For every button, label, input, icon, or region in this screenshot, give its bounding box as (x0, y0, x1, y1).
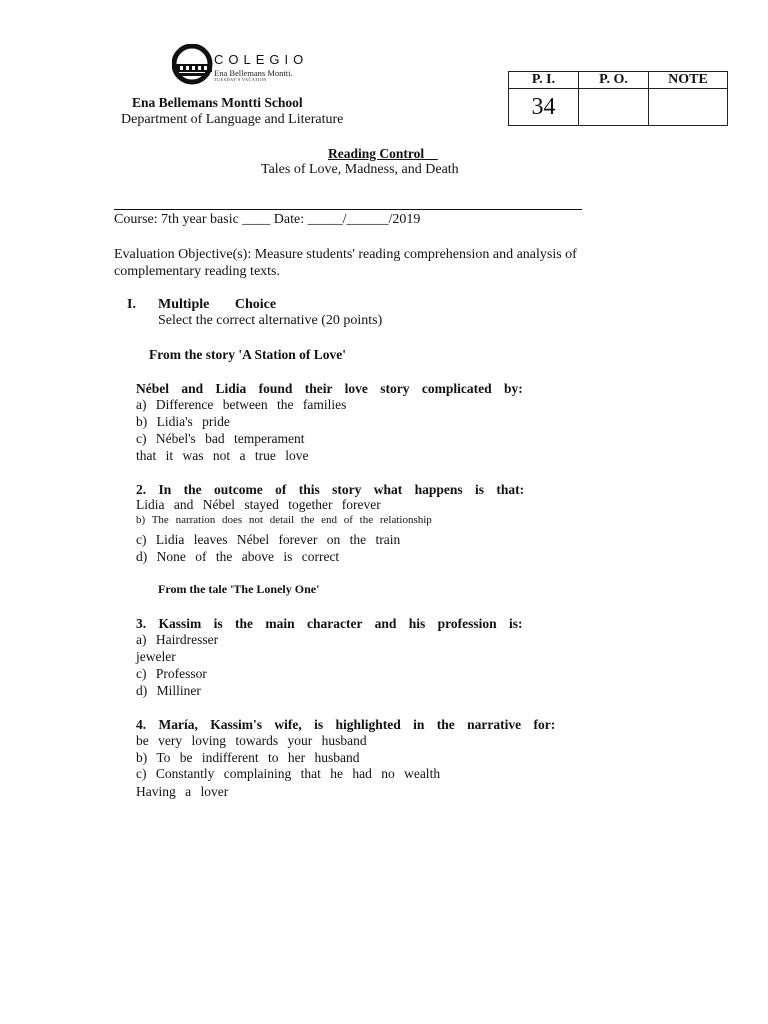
evaluation-objective: Evaluation Objective(s): Measure students' reading comprehension and analysis of complementary reading texts. (114, 247, 577, 279)
question-4-option-a[interactable]: be very loving towards your husband (136, 733, 367, 748)
grade-header-po: P. O. (579, 72, 649, 89)
question-3-option-d[interactable]: d) Milliner (136, 683, 201, 698)
story-heading-2: From the tale 'The Lonely One' (158, 582, 320, 596)
question-2-option-c[interactable]: c) Lidia leaves Nébel forever on the train (136, 532, 401, 547)
student-name-line[interactable] (114, 209, 582, 210)
grade-table (508, 71, 728, 126)
story-heading-1: From the story 'A Station of Love' (149, 347, 346, 362)
course-date-line: Course: 7th year basic ____ Date: _____/______/2019 (114, 212, 421, 227)
question-4-option-d[interactable]: Having a lover (136, 784, 229, 799)
question-1-option-c[interactable]: c) Nébel's bad temperament (136, 431, 305, 446)
section-title: Multiple Choice (158, 297, 277, 312)
school-name: Ena Bellemans Montti School (132, 95, 303, 110)
question-1-option-a[interactable]: a) Difference between the families (136, 397, 347, 412)
question-3: 3. Kassim is the main character and his profession is: (136, 616, 523, 631)
question-4-option-c[interactable]: c) Constantly complaining that he had no wealth (136, 766, 441, 781)
grade-header-pi: P. I. (509, 72, 579, 89)
grade-value-po[interactable] (579, 89, 649, 126)
logo-tagline: TUESDAY'S VACATION (214, 77, 267, 82)
question-3-option-a[interactable]: a) Hairdresser (136, 632, 219, 647)
grade-value-note[interactable] (649, 89, 728, 126)
question-2-option-b[interactable]: b) The narration does not detail the end of the relationship (136, 514, 432, 526)
page-title: Reading Control__ (328, 146, 438, 161)
question-2-option-a[interactable]: Lidia and Nébel stayed together forever (136, 497, 381, 512)
grade-header-note: NOTE (649, 72, 728, 89)
department-name: Department of Language and Literature (121, 112, 344, 127)
question-1-option-d[interactable]: that it was not a true love (136, 448, 309, 463)
logo-name: COLEGIO (214, 52, 309, 67)
question-1: Nébel and Lidia found their love story complicated by: (136, 381, 523, 396)
question-4-option-b[interactable]: b) To be indifferent to her husband (136, 750, 360, 765)
logo-subtitle: Ena Bellemans Montti. (214, 68, 293, 78)
question-3-option-b[interactable]: jeweler (136, 649, 176, 664)
section-instruction: Select the correct alternative (20 points) (158, 313, 383, 328)
question-3-option-c[interactable]: c) Professor (136, 666, 207, 681)
section-number: I. (127, 297, 136, 312)
question-2-option-d[interactable]: d) None of the above is correct (136, 549, 340, 564)
school-crest-icon (172, 44, 216, 88)
question-2: 2. In the outcome of this story what happens is that: (136, 482, 525, 497)
grade-value-pi[interactable]: 34 (509, 89, 579, 126)
question-4: 4. María, Kassim's wife, is highlighted in the narrative for: (136, 717, 556, 732)
question-1-option-b[interactable]: b) Lidia's pride (136, 414, 230, 429)
page-subtitle: Tales of Love, Madness, and Death (261, 162, 459, 177)
